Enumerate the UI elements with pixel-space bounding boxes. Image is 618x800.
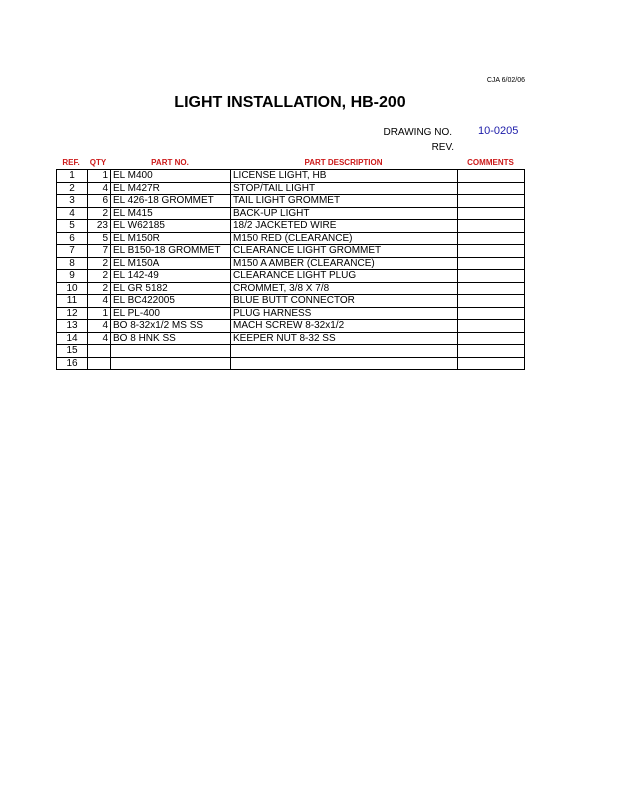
comments-cell: [458, 282, 525, 295]
table-row: [57, 307, 525, 320]
ref-cell: 11: [57, 295, 88, 308]
comments-cell: [458, 345, 525, 358]
part-no-cell: EL M150R: [111, 232, 231, 245]
ref-cell: 16: [57, 357, 88, 370]
table-row: [57, 207, 525, 220]
comments-cell: [458, 357, 525, 370]
comments-cell: [458, 332, 525, 345]
ref-cell: 6: [57, 232, 88, 245]
qty-cell: 6: [88, 195, 111, 208]
part-no-cell: BO 8 HNK SS: [111, 332, 231, 345]
part-no-cell: [111, 345, 231, 358]
table-row: [57, 220, 525, 233]
part-no-cell: EL 426-18 GROMMET: [111, 195, 231, 208]
qty-cell: 2: [88, 257, 111, 270]
ref-cell: 12: [57, 307, 88, 320]
table-row: [57, 182, 525, 195]
column-header-comments: COMMENTS: [467, 158, 514, 167]
comments-cell: [458, 220, 525, 233]
column-header-ref: REF.: [62, 158, 80, 167]
comments-cell: [458, 170, 525, 183]
table-row: [57, 257, 525, 270]
part-description-cell: M150 A AMBER (CLEARANCE): [231, 257, 458, 270]
part-no-cell: EL 142-49: [111, 270, 231, 283]
table-row: [57, 295, 525, 308]
ref-cell: 2: [57, 182, 88, 195]
part-no-cell: EL BC422005: [111, 295, 231, 308]
table-row: [57, 320, 525, 333]
part-no-cell: EL GR 5182: [111, 282, 231, 295]
ref-cell: 4: [57, 207, 88, 220]
table-row: [57, 245, 525, 258]
comments-cell: [458, 232, 525, 245]
column-header-part-no: PART NO.: [151, 158, 189, 167]
table-row: [57, 282, 525, 295]
table-row: [57, 270, 525, 283]
parts-table-body: [57, 170, 525, 370]
ref-cell: 10: [57, 282, 88, 295]
parts-table: [56, 169, 525, 370]
part-no-cell: EL W62185: [111, 220, 231, 233]
qty-cell: 4: [88, 182, 111, 195]
qty-cell: 4: [88, 295, 111, 308]
qty-cell: [88, 357, 111, 370]
part-no-cell: [111, 357, 231, 370]
part-no-cell: EL PL-400: [111, 307, 231, 320]
ref-cell: 9: [57, 270, 88, 283]
part-description-cell: BLUE BUTT CONNECTOR: [231, 295, 458, 308]
part-description-cell: MACH SCREW 8-32x1/2: [231, 320, 458, 333]
comments-cell: [458, 295, 525, 308]
qty-cell: 2: [88, 207, 111, 220]
part-no-cell: EL M400: [111, 170, 231, 183]
ref-cell: 7: [57, 245, 88, 258]
part-description-cell: CROMMET, 3/8 X 7/8: [231, 282, 458, 295]
part-no-cell: EL M415: [111, 207, 231, 220]
part-description-cell: 18/2 JACKETED WIRE: [231, 220, 458, 233]
ref-cell: 1: [57, 170, 88, 183]
drawing-no-value: 10-0205: [478, 125, 519, 137]
part-no-cell: EL M150A: [111, 257, 231, 270]
comments-cell: [458, 270, 525, 283]
comments-cell: [458, 257, 525, 270]
qty-cell: [88, 345, 111, 358]
ref-cell: 14: [57, 332, 88, 345]
part-description-cell: STOP/TAIL LIGHT: [231, 182, 458, 195]
part-description-cell: LICENSE LIGHT, HB: [231, 170, 458, 183]
table-row: [57, 232, 525, 245]
column-header-qty: QTY: [89, 158, 107, 167]
part-description-cell: M150 RED (CLEARANCE): [231, 232, 458, 245]
part-description-cell: PLUG HARNESS: [231, 307, 458, 320]
table-row: [57, 332, 525, 345]
rev-label: REV.: [431, 142, 454, 153]
qty-cell: 7: [88, 245, 111, 258]
ref-cell: 13: [57, 320, 88, 333]
comments-cell: [458, 307, 525, 320]
part-description-cell: [231, 357, 458, 370]
qty-cell: 2: [88, 282, 111, 295]
qty-cell: 23: [88, 220, 111, 233]
qty-cell: 1: [88, 170, 111, 183]
part-no-cell: BO 8-32x1/2 MS SS: [111, 320, 231, 333]
comments-cell: [458, 245, 525, 258]
table-row: [57, 170, 525, 183]
part-description-cell: TAIL LIGHT GROMMET: [231, 195, 458, 208]
qty-cell: 4: [88, 320, 111, 333]
part-description-cell: BACK-UP LIGHT: [231, 207, 458, 220]
ref-cell: 15: [57, 345, 88, 358]
qty-cell: 5: [88, 232, 111, 245]
part-no-cell: EL B150-18 GROMMET: [111, 245, 231, 258]
table-row: [57, 345, 525, 358]
comments-cell: [458, 320, 525, 333]
comments-cell: [458, 182, 525, 195]
part-no-cell: EL M427R: [111, 182, 231, 195]
comments-cell: [458, 207, 525, 220]
part-description-cell: CLEARANCE LIGHT GROMMET: [231, 245, 458, 258]
part-description-cell: [231, 345, 458, 358]
table-row: [57, 357, 525, 370]
part-description-cell: CLEARANCE LIGHT PLUG: [231, 270, 458, 283]
qty-cell: 1: [88, 307, 111, 320]
part-description-cell: KEEPER NUT 8-32 SS: [231, 332, 458, 345]
ref-cell: 3: [57, 195, 88, 208]
qty-cell: 2: [88, 270, 111, 283]
ref-cell: 8: [57, 257, 88, 270]
table-row: [57, 195, 525, 208]
ref-cell: 5: [57, 220, 88, 233]
comments-cell: [458, 195, 525, 208]
initials-date: CJA 6/02/06: [486, 77, 525, 84]
column-header-part-description: PART DESCRIPTION: [304, 158, 383, 167]
document-title: LIGHT INSTALLATION, HB-200: [174, 94, 406, 111]
drawing-no-label: DRAWING NO.: [383, 127, 452, 138]
qty-cell: 4: [88, 332, 111, 345]
